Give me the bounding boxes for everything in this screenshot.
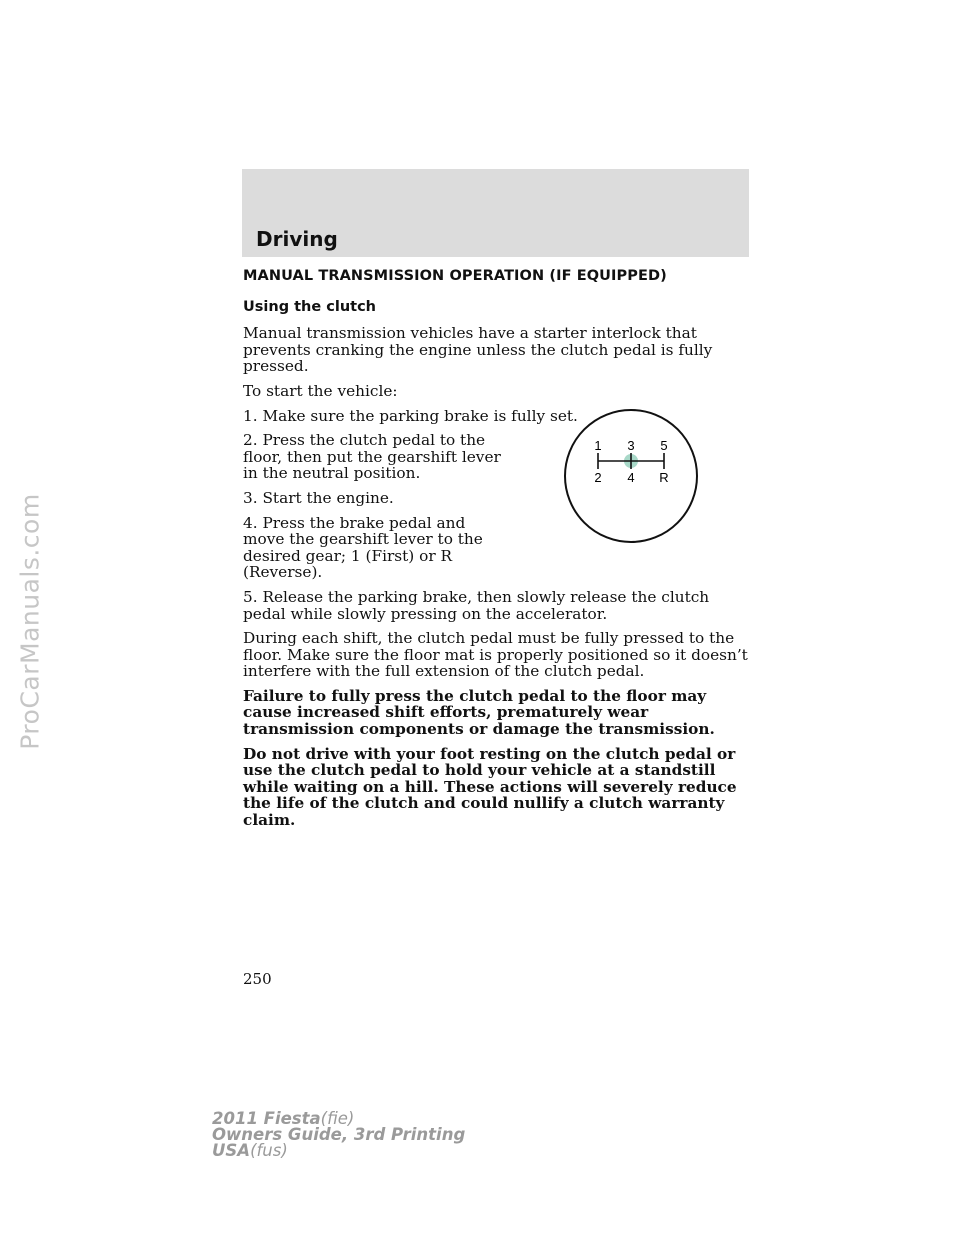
footer-market: USA [212,1141,251,1160]
gear-label-1: 1 [594,438,602,453]
watermark-text: ProCarManuals.com [15,492,45,750]
gear-label-3: 3 [627,438,635,453]
footer-market-code: (fus) [250,1141,288,1160]
gearshift-pattern-diagram [563,408,699,544]
footer-line-3 [212,1143,465,1159]
main-heading: MANUAL TRANSMISSION OPERATION (IF EQUIPPED) [243,268,667,284]
footer-model: 2011 Fiesta [212,1109,321,1128]
site-watermark [10,0,50,1242]
step-3: 3. Start the engine. [243,488,394,507]
page-number: 250 [243,970,272,988]
step-2: 2. Press the clutch pedal to the floor, then put the gearshift lever in the neutral position. [243,431,501,483]
gear-label-r: R [659,470,669,485]
section-title: Driving [256,227,338,251]
gear-label-4: 4 [627,470,635,485]
warning-paragraph-2: Do not drive with your foot resting on the clutch pedal or use the clutch pedal to hold your vehicle at a standstill while waiting on a hill. These actions will severely reduce the life of the clutch and could nullify a clutch warranty claim. [243,744,737,830]
gear-label-2: 2 [594,470,602,485]
sub-heading: Using the clutch [243,298,376,315]
gear-label-5: 5 [660,438,668,453]
page-body [243,268,753,837]
section-header-band [242,169,749,257]
step-1: 1. Make sure the parking brake is fully set. [243,406,578,425]
shift-note: During each shift, the clutch pedal must be fully pressed to the floor. Make sure the floor mat is properly positioned so it doesn’t interfere with the full extension of the clutch pedal. [243,629,748,681]
step-4: 4. Press the brake pedal and move the gearshift lever to the desired gear; 1 (First) or R (Reverse). [243,513,483,582]
start-label: To start the vehicle: [243,381,398,400]
warning-paragraph-1: Failure to fully press the clutch pedal to the floor may cause increased shift efforts, prematurely wear transmission components or damage the transmission. [243,686,715,739]
step-5: 5. Release the parking brake, then slowly release the clutch pedal while slowly pressing on the accelerator. [243,587,710,623]
document-footer [212,1111,465,1159]
footer-model-code: (fie) [320,1109,355,1128]
footer-guide: Owners Guide, 3rd Printing [212,1125,466,1144]
intro-paragraph: Manual transmission vehicles have a starter interlock that prevents cranking the engine unless the clutch pedal is fully pressed. [243,324,713,376]
